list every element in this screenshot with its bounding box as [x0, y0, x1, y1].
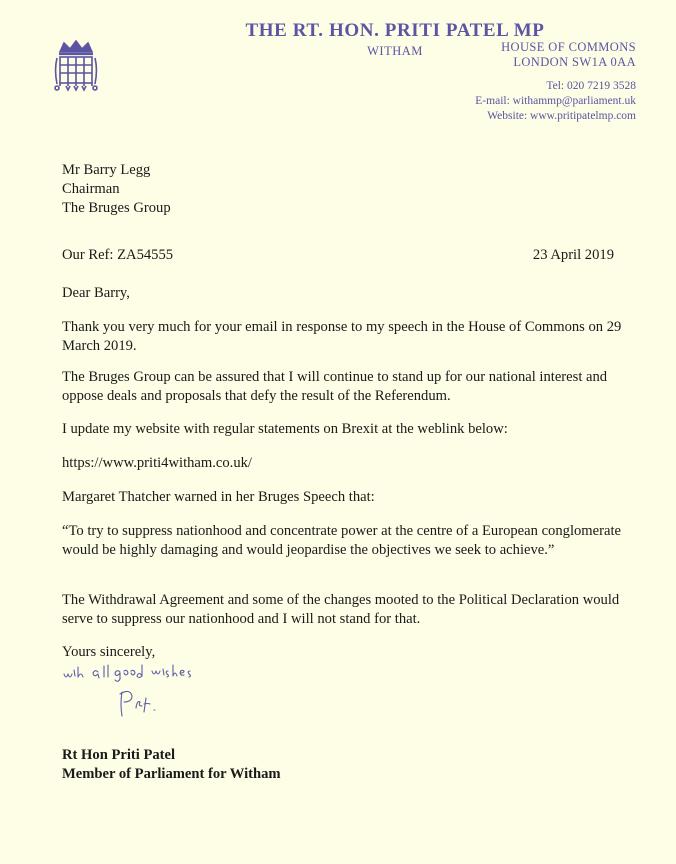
paragraph: Margaret Thatcher warned in her Bruges Speech that:: [62, 489, 375, 505]
address-line: HOUSE OF COMMONS: [501, 40, 636, 54]
website: Website: www.pritipatelmp.com: [487, 110, 636, 122]
reference-line: [62, 246, 614, 265]
recipient-title: Chairman: [62, 181, 120, 197]
portcullis-icon: [54, 40, 98, 92]
weblink: https://www.priti4witham.co.uk/: [62, 455, 252, 471]
signer-block: [62, 746, 281, 784]
paragraph: I update my website with regular statements on Brexit at the weblink below:: [62, 421, 508, 437]
email: E-mail: withammp@parliament.uk: [475, 95, 636, 107]
paragraph: Thank you very much for your email in response to my speech in the House of Commons on 29 March 2019.: [62, 319, 622, 354]
telephone: Tel: 020 7219 3528: [546, 80, 636, 92]
letterhead-name: THE RT. HON. PRITI PATEL MP: [245, 20, 545, 41]
signer-role: Member of Parliament for Witham: [62, 766, 281, 782]
quotation: “To try to suppress nationhood and concentrate power at the centre of a European conglomerate would be highly damaging and would jeopardise the objectives we seek to achieve.”: [62, 523, 622, 558]
salutation: Dear Barry,: [62, 285, 130, 301]
letter-date: 23 April 2019: [532, 247, 614, 263]
recipient-address: [62, 161, 622, 218]
recipient-organisation: The Bruges Group: [62, 200, 171, 216]
recipient-name: Mr Barry Legg: [62, 162, 151, 178]
handwritten-signature: [60, 660, 220, 720]
signer-name: Rt Hon Priti Patel: [62, 747, 176, 763]
closing: Yours sincerely,: [62, 644, 156, 660]
letterhead-address: [475, 40, 636, 124]
paragraph: The Withdrawal Agreement and some of the changes mooted to the Political Declaration would serve to suppress our nationhood and I will not stand for that.: [62, 592, 620, 627]
address-line: LONDON SW1A 0AA: [513, 55, 636, 69]
paragraph: The Bruges Group can be assured that I will continue to stand up for our national interest and oppose deals and proposals that defy the result of the Referendum.: [62, 369, 608, 404]
reference: Our Ref: ZA54555: [62, 247, 174, 263]
letterhead-constituency: WITHAM: [367, 44, 423, 58]
